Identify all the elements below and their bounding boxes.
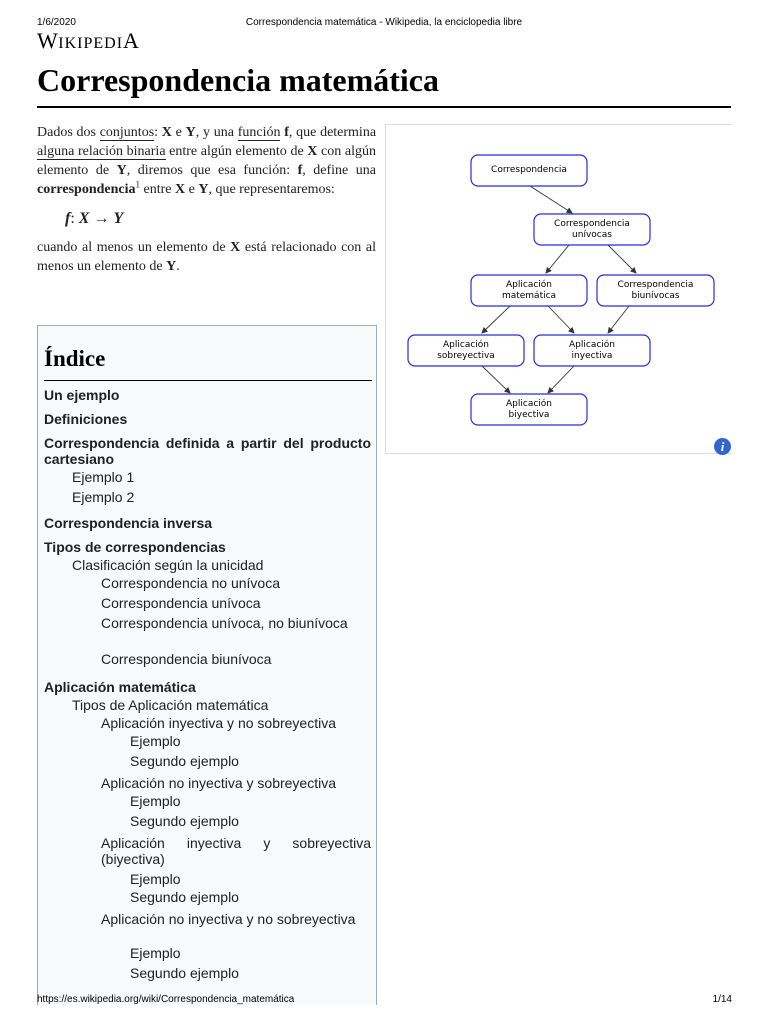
- reference-1[interactable]: 1: [135, 179, 141, 190]
- link-conjuntos[interactable]: conjuntos: [99, 125, 155, 140]
- toc-item[interactable]: Aplicación inyectiva y sobreyectiva (biyectiva): [101, 835, 371, 867]
- toc-item[interactable]: Definiciones: [44, 411, 128, 427]
- intro-section: [37, 123, 376, 276]
- toc-item[interactable]: Aplicación matemática: [44, 679, 196, 695]
- table-of-contents: [37, 325, 377, 1005]
- toc-item[interactable]: Clasificación según la unicidad: [72, 557, 264, 573]
- toc-item[interactable]: Correspondencia unívoca: [101, 595, 261, 611]
- toc-item[interactable]: Ejemplo: [130, 945, 181, 961]
- toc-item[interactable]: Ejemplo 2: [72, 489, 135, 505]
- edge-arrow: [482, 366, 510, 393]
- toc-item[interactable]: Ejemplo: [130, 733, 181, 749]
- node-aplicacion-matematica: Aplicación matemática: [501, 280, 557, 301]
- toc-item[interactable]: Aplicación no inyectiva y sobreyectiva: [101, 775, 337, 791]
- toc-item[interactable]: Segundo ejemplo: [130, 889, 239, 905]
- toc-item[interactable]: Correspondencia biunívoca: [101, 651, 272, 667]
- info-icon[interactable]: i: [714, 438, 731, 455]
- toc-item[interactable]: Ejemplo: [130, 871, 181, 887]
- node-aplicacion-sobreyectiva: Aplicación sobreyectiva: [437, 340, 495, 361]
- toc-item[interactable]: Tipos de Aplicación matemática: [72, 697, 269, 713]
- toc-item[interactable]: Aplicación inyectiva y no sobreyectiva: [101, 715, 337, 731]
- intro-paragraph-1: Dados dos conjuntos: X e Y, y una función f, que determina alguna relación binaria entre algún elemento de X con algún elemento de Y, diremos que esa función: f, define una correspondencia$^1$ entre X e Y, que representaremos:: [37, 125, 377, 197]
- edge-arrow: [608, 245, 636, 273]
- toc-item[interactable]: Segundo ejemplo: [130, 813, 239, 829]
- toc-item[interactable]: Ejemplo: [130, 793, 181, 809]
- toc-item[interactable]: Aplicación no inyectiva y no sobreyectiva: [101, 911, 356, 927]
- toc-item[interactable]: Correspondencia inversa: [44, 515, 213, 531]
- page-number: 1/14: [712, 994, 732, 1005]
- toc-item[interactable]: Un ejemplo: [44, 387, 120, 403]
- toc-title: Índice: [44, 346, 106, 371]
- toc-item[interactable]: Correspondencia unívoca, no biunívoca: [101, 615, 348, 631]
- toc-item[interactable]: Tipos de correspondencias: [44, 539, 226, 555]
- node-correspondencia-biunivocas: Correspondencia biunívocas: [617, 280, 694, 301]
- print-title: Correspondencia matemática - Wikipedia, la enciclopedia libre: [245, 17, 523, 28]
- edge-arrow: [530, 186, 572, 213]
- link-funcion[interactable]: función: [237, 125, 281, 140]
- wikipedia-wordmark[interactable]: WIKIPEDIA: [37, 28, 140, 53]
- node-aplicacion-biyectiva: Aplicación biyectiva: [506, 399, 552, 420]
- formula: f: X → Y: [65, 210, 124, 227]
- edge-arrow: [546, 245, 569, 273]
- print-footer: [0, 994, 768, 1008]
- toc-item[interactable]: Correspondencia no unívoca: [101, 575, 281, 591]
- node-correspondencia-univocas: Correspondencia unívocas: [554, 219, 630, 240]
- toc-item[interactable]: Ejemplo 1: [72, 469, 135, 485]
- node-correspondencia: Correspondencia: [491, 165, 567, 175]
- node-aplicacion-inyectiva: Aplicación inyectiva: [569, 340, 615, 361]
- correspondence-diagram: [385, 124, 732, 454]
- toc-item[interactable]: Segundo ejemplo: [130, 753, 239, 769]
- title-divider: [37, 106, 731, 108]
- toc-divider: [44, 380, 372, 381]
- toc-item[interactable]: Correspondencia definida a partir del producto cartesiano: [44, 435, 371, 467]
- page-title: Correspondencia matemática: [37, 62, 439, 98]
- intro-paragraph-2: cuando al menos un elemento de X está relacionado con al menos un elemento de Y.: [37, 240, 376, 274]
- print-date: 1/6/2020: [37, 17, 76, 28]
- toc-item[interactable]: Segundo ejemplo: [130, 965, 239, 981]
- print-url: https://es.wikipedia.org/wiki/Correspondencia_matemática: [37, 994, 295, 1005]
- link-relacion-binaria[interactable]: alguna relación binaria: [37, 144, 166, 159]
- edge-arrow: [482, 306, 510, 333]
- edge-arrow: [608, 306, 629, 333]
- edge-arrow: [548, 306, 574, 333]
- edge-arrow: [548, 366, 574, 393]
